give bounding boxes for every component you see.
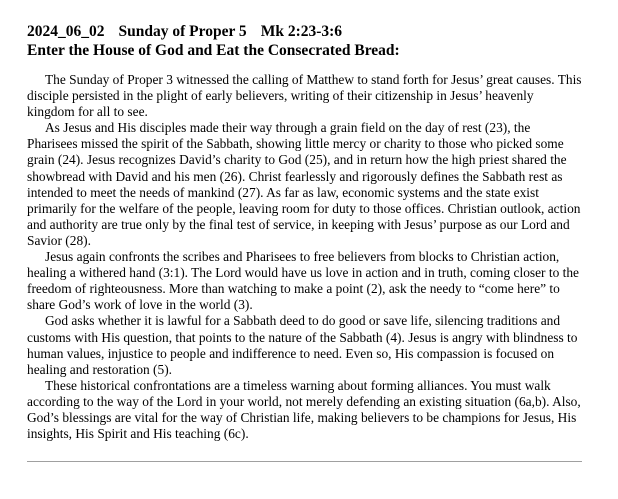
paragraph-2: As Jesus and His disciples made their way through a grain field on the day of rest (23), the Pharisees missed the spirit of the Sabbath, showing little mercy or charity to those who picked some grain (24). Jesus recognizes David’s charity to God (25), and in return how the high priest shared the showbread with David and his men (26). Christ fearlessly and rigorously defines the Sabbath rest as intended to meet the needs of mankind (27). As far as law, economic systems and the state exist primarily for the welfare of the people, leaving room for duty to those offices. Christian outlook, action and authority are true only by the final test of service, in keeping with Jesus’ purpose as our Lord and Savior (28). [27,120,581,248]
paragraph-3: Jesus again confronts the scribes and Pharisees to free believers from blocks to Christian action, healing a withered hand (3:1). The Lord would have us love in action and in truth, coming closer to the freedom of righteousness. More than watching to make a point (2), ask the needy to “come here” to share God’s work of love in the world (3). [27,249,579,313]
header-line-1 [27,22,597,41]
paragraph-4: God asks whether it is lawful for a Sabbath deed to do good or save life, silencing traditions and customs with His question, that points to the nature of the Sabbath (4). Jesus is angry with blindness to human values, injustice to people and indifference to need. Even so, His compassion is focused on healing and restoration (5). [27,313,578,377]
document-title: Enter the House of God and Eat the Consecrated Bread: [27,42,400,59]
header-occasion: Sunday of Proper 5 [118,23,247,40]
header-date: 2024_06_02 [27,23,105,40]
paragraph-5: These historical confrontations are a timeless warning about forming alliances. You must walk according to the way of the Lord in your world, not merely defending an existing situation (6a,b). Also, God’s blessings are vital for the way of Christian life, making believers to be champions for Jesus, His insights, His Spirit and His teaching (6c). [27,377,581,442]
bottom-divider [27,461,582,462]
document-body [27,72,583,442]
header-reference: Mk 2:23-3:6 [260,23,343,40]
paragraph-1: The Sunday of Proper 3 witnessed the calling of Matthew to stand forth for Jesus’ great causes. This disciple persisted in the plight of early believers, writing of their citizenship in Jesus’ heavenly kingdom for all to see. [27,72,582,120]
document-header [27,22,597,60]
